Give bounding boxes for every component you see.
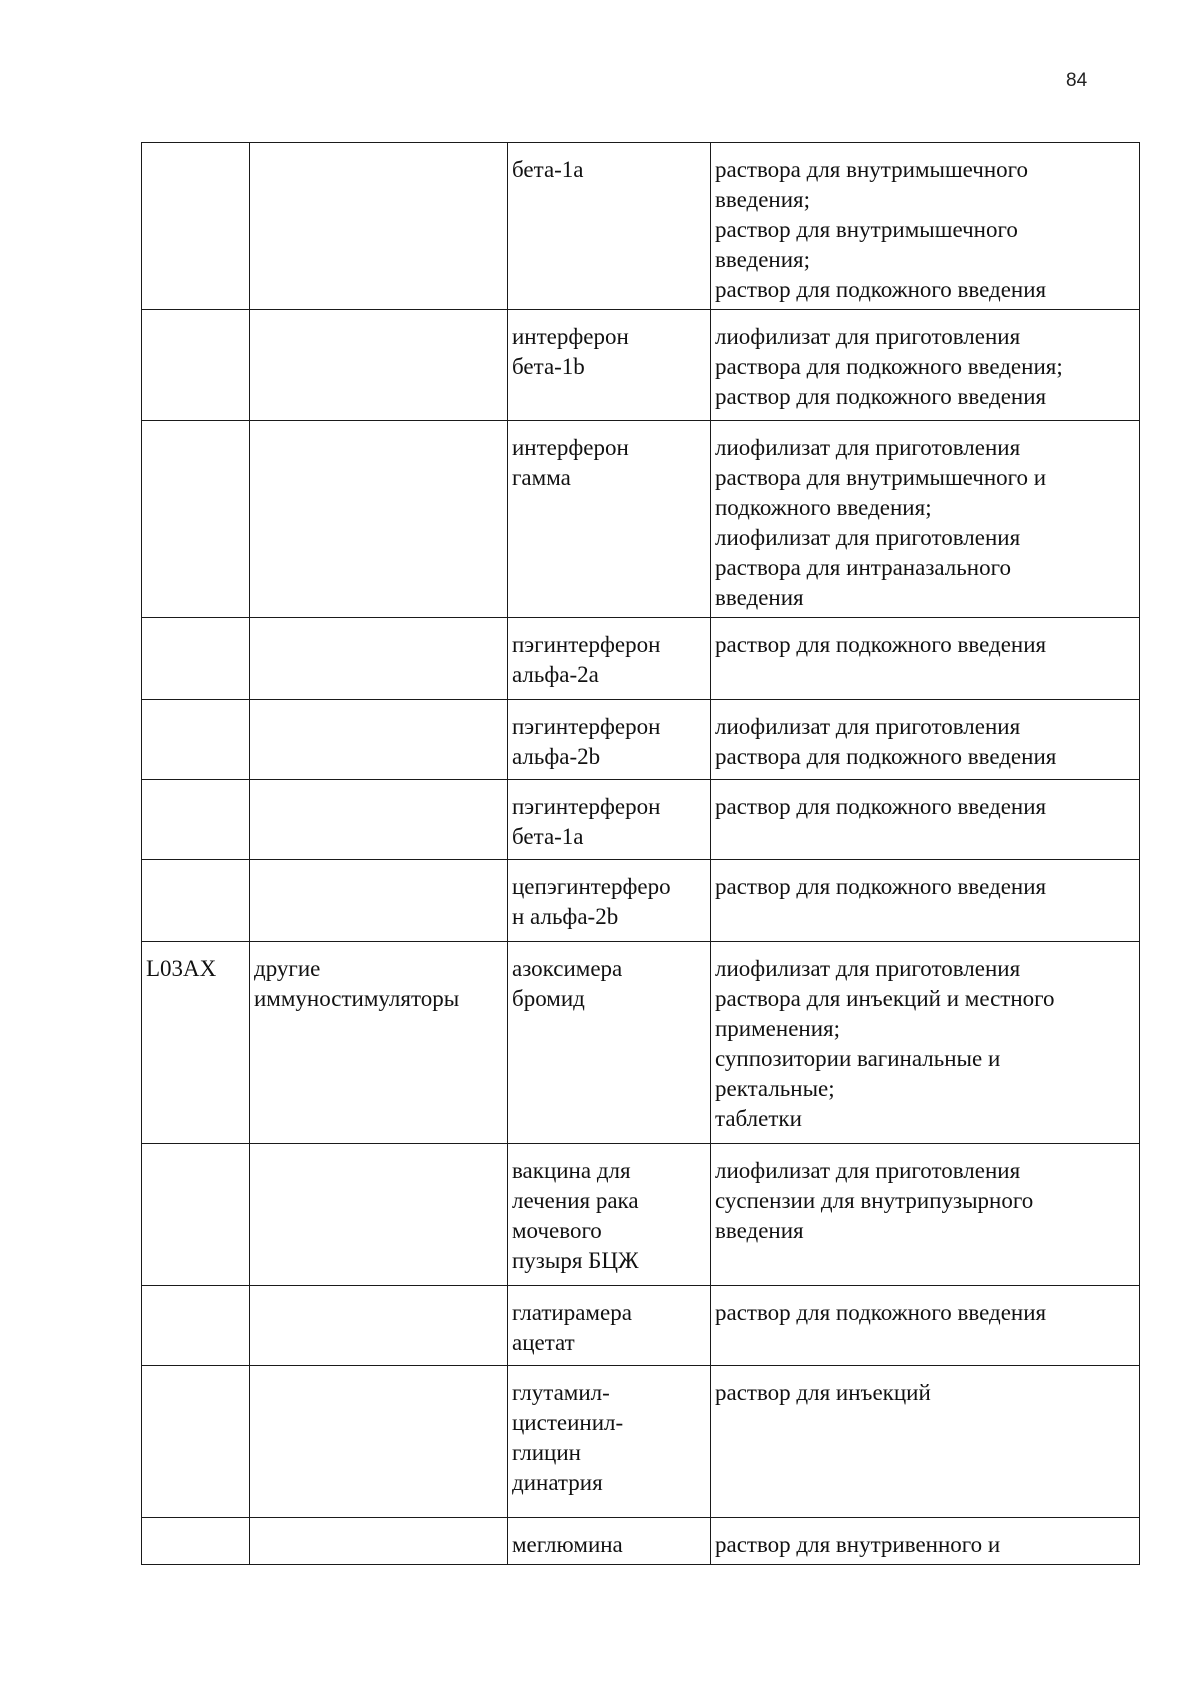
- table-row: [142, 780, 1140, 860]
- drug-name-cell: интерферон гамма: [508, 421, 711, 618]
- dosage-form-cell: лиофилизат для приготовления раствора для подкожного введения: [711, 700, 1140, 780]
- table-row: [142, 421, 1140, 618]
- dosage-form-cell: раствора для внутримышечного введения; раствор для внутримышечного введения; раствор для подкожного введения: [711, 143, 1140, 310]
- drug-table: [141, 142, 1140, 1565]
- table-row: [142, 143, 1140, 310]
- drug-name-cell: вакцина для лечения рака мочевого пузыря БЦЖ: [508, 1144, 711, 1286]
- atc-code-cell: [142, 860, 250, 942]
- group-name-cell: [250, 421, 508, 618]
- atc-code-cell: [142, 1144, 250, 1286]
- table-row: [142, 700, 1140, 780]
- drug-name-cell: меглюмина: [508, 1518, 711, 1565]
- group-name-cell: [250, 700, 508, 780]
- drug-name-cell: азоксимера бромид: [508, 942, 711, 1144]
- atc-code-cell: L03AX: [142, 942, 250, 1144]
- group-name-cell: [250, 1286, 508, 1366]
- dosage-form-cell: лиофилизат для приготовления суспензии для внутрипузырного введения: [711, 1144, 1140, 1286]
- group-name-cell: [250, 1144, 508, 1286]
- table-row: [142, 1366, 1140, 1518]
- table-row: [142, 1286, 1140, 1366]
- group-name-cell: [250, 780, 508, 860]
- table-row: [142, 1144, 1140, 1286]
- table-row: [142, 618, 1140, 700]
- table-body: [142, 143, 1140, 1565]
- atc-code-cell: [142, 1518, 250, 1565]
- dosage-form-cell: лиофилизат для приготовления раствора для внутримышечного и подкожного введения; лиофилизат для приготовления раствора для интраназального введения: [711, 421, 1140, 618]
- drug-name-cell: пэгинтерферон бета-1а: [508, 780, 711, 860]
- drug-name-cell: бета-1а: [508, 143, 711, 310]
- drug-name-cell: цепэгинтерферо н альфа-2b: [508, 860, 711, 942]
- drug-name-cell: пэгинтерферон альфа-2b: [508, 700, 711, 780]
- dosage-form-cell: лиофилизат для приготовления раствора для подкожного введения; раствор для подкожного введения: [711, 310, 1140, 421]
- group-name-cell: другие иммуностимуляторы: [250, 942, 508, 1144]
- atc-code-cell: [142, 310, 250, 421]
- table-row: [142, 942, 1140, 1144]
- group-name-cell: [250, 1366, 508, 1518]
- table-row: [142, 860, 1140, 942]
- table-row: [142, 310, 1140, 421]
- group-name-cell: [250, 618, 508, 700]
- dosage-form-cell: раствор для подкожного введения: [711, 860, 1140, 942]
- atc-code-cell: [142, 700, 250, 780]
- atc-code-cell: [142, 421, 250, 618]
- atc-code-cell: [142, 780, 250, 860]
- dosage-form-cell: раствор для подкожного введения: [711, 1286, 1140, 1366]
- dosage-form-cell: раствор для инъекций: [711, 1366, 1140, 1518]
- dosage-form-cell: раствор для подкожного введения: [711, 780, 1140, 860]
- atc-code-cell: [142, 618, 250, 700]
- table-row: [142, 1518, 1140, 1565]
- group-name-cell: [250, 860, 508, 942]
- dosage-form-cell: раствор для внутривенного и: [711, 1518, 1140, 1565]
- drug-name-cell: пэгинтерферон альфа-2а: [508, 618, 711, 700]
- group-name-cell: [250, 310, 508, 421]
- atc-code-cell: [142, 1366, 250, 1518]
- drug-name-cell: интерферон бета-1b: [508, 310, 711, 421]
- dosage-form-cell: лиофилизат для приготовления раствора для инъекций и местного применения; суппозитории вагинальные и ректальные; таблетки: [711, 942, 1140, 1144]
- dosage-form-cell: раствор для подкожного введения: [711, 618, 1140, 700]
- drug-name-cell: глатирамера ацетат: [508, 1286, 711, 1366]
- page-number: 84: [1066, 70, 1088, 91]
- group-name-cell: [250, 143, 508, 310]
- drug-name-cell: глутамил- цистеинил- глицин динатрия: [508, 1366, 711, 1518]
- atc-code-cell: [142, 1286, 250, 1366]
- atc-code-cell: [142, 143, 250, 310]
- group-name-cell: [250, 1518, 508, 1565]
